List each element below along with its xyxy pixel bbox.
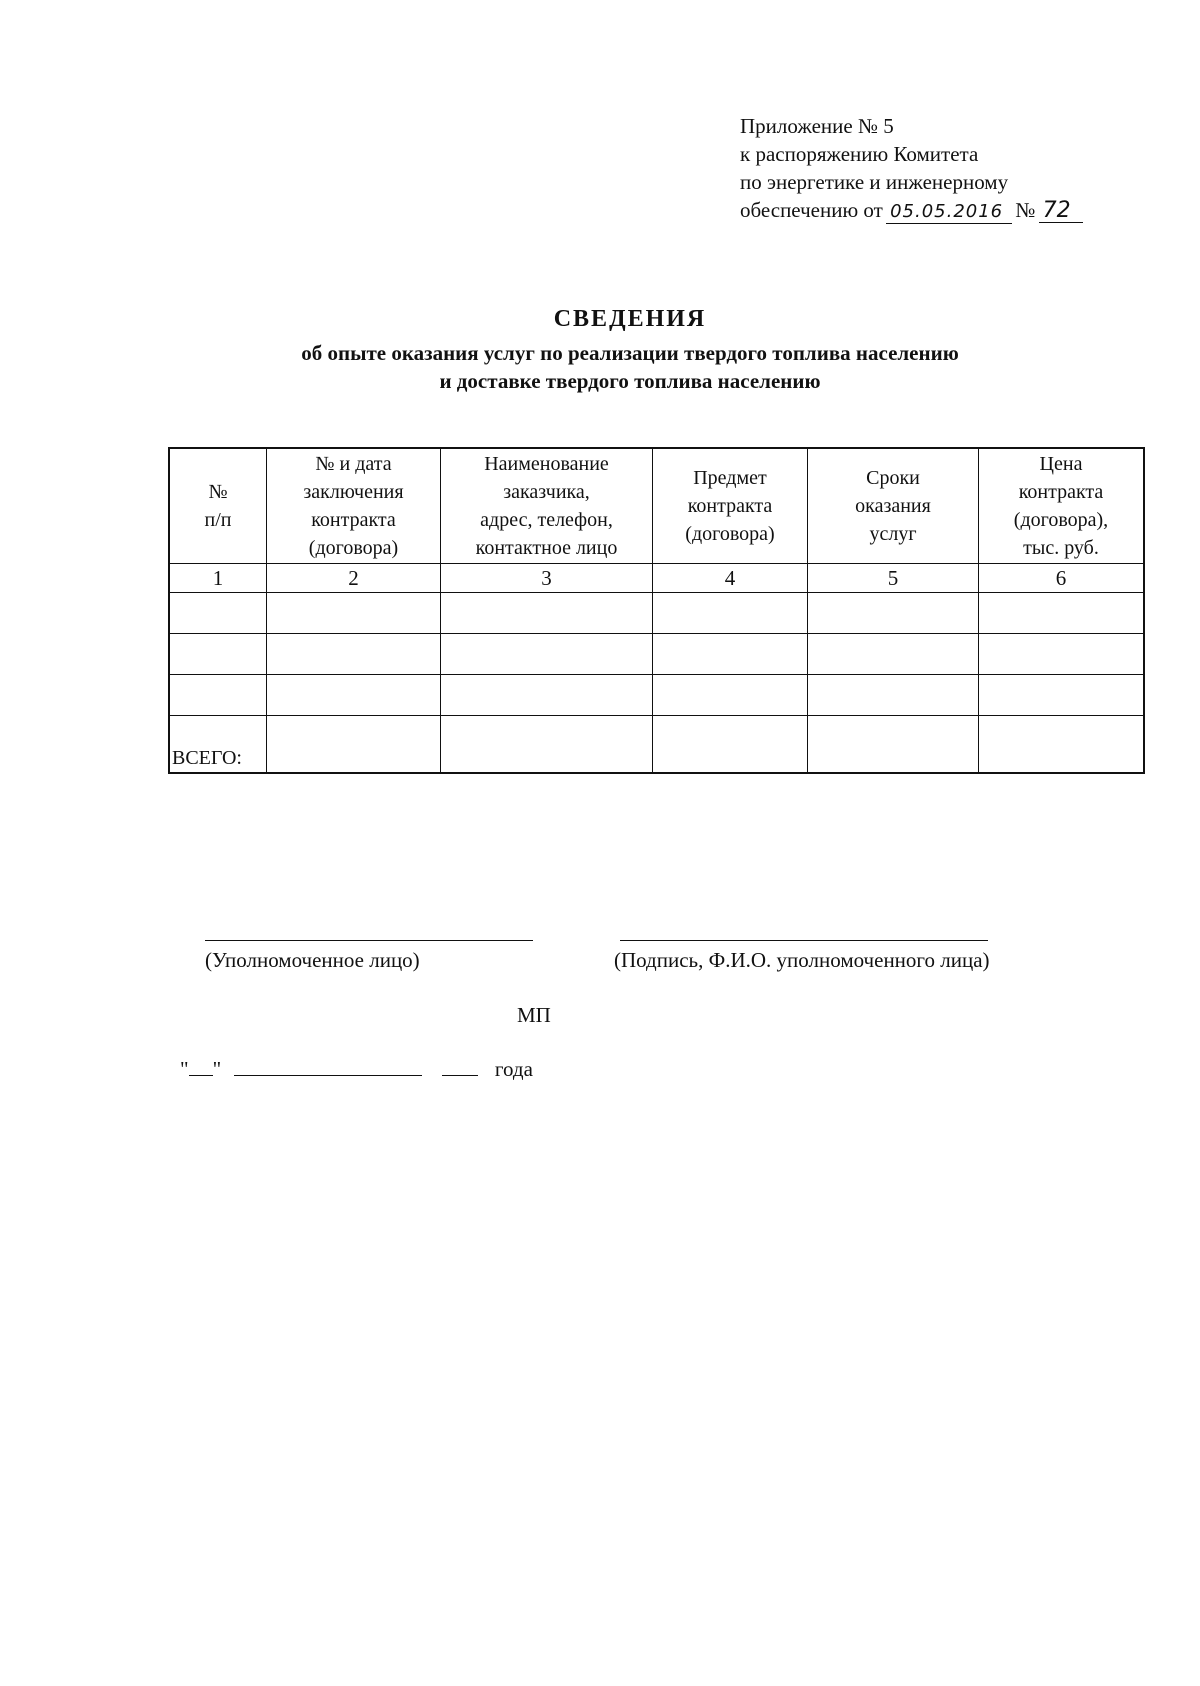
total-label: ВСЕГО: [169,716,267,774]
header-2-line-3: контракта [311,509,396,531]
table-cell[interactable] [441,634,653,675]
table-cell[interactable] [653,593,808,634]
header-1-line-1: № [208,481,228,503]
header-3-line-3: адрес, телефон, [480,509,613,531]
table-cell[interactable] [979,675,1145,716]
header-cell-6 [979,448,1145,564]
handwritten-date: 05.05.2016 [888,198,1010,226]
header-6-line-2: контракта [1018,481,1104,503]
header-2-line-2: заключения [303,481,404,503]
header-cell-2 [267,448,441,564]
header-1-line-2: п/п [204,509,232,531]
number-sign: № [1015,198,1036,222]
total-cell[interactable] [267,716,441,774]
authorized-person-caption: (Уполномоченное лицо) [205,948,420,972]
table-cell[interactable] [169,675,267,716]
header-5-line-1: Сроки [866,467,920,489]
table-cell[interactable] [653,634,808,675]
month-blank[interactable] [234,1057,422,1076]
appendix-line-4 [740,196,1081,226]
header-4-line-1: Предмет [693,467,767,489]
appendix-line-3: по энергетике и инженерному [740,170,1009,194]
table-cell[interactable] [441,675,653,716]
table-cell[interactable] [979,634,1145,675]
signature-line[interactable] [620,940,988,941]
table-cell[interactable] [808,634,979,675]
total-cell[interactable] [441,716,653,774]
header-4-line-3: (договора) [685,523,775,545]
table-cell[interactable] [653,675,808,716]
table-cell[interactable] [979,593,1145,634]
year-word: года [494,1057,533,1081]
column-number-2: 2 [267,564,441,593]
column-number-3: 3 [441,564,653,593]
subtitle-line-2: и доставке твердого топлива населению [439,369,821,393]
subtitle-line-1: об опыте оказания услуг по реализации твердого топлива населению [301,341,959,365]
table-cell[interactable] [808,593,979,634]
table-row [169,634,1144,675]
header-cell-3 [441,448,653,564]
header-3-line-2: заказчика, [503,481,590,503]
table-row [169,593,1144,634]
date-open-quote: " [180,1057,189,1081]
header-5-line-2: оказания [855,495,931,517]
header-3-line-1: Наименование [484,453,609,475]
header-2-line-1: № и дата [315,453,392,475]
appendix-header [740,112,1081,226]
header-5-line-3: услуг [869,523,917,545]
column-number-1: 1 [169,564,267,593]
table-cell[interactable] [267,634,441,675]
header-6-line-4: тыс. руб. [1023,537,1099,559]
total-cell[interactable] [979,716,1145,774]
header-3-line-4: контактное лицо [475,537,618,559]
day-blank[interactable] [189,1057,213,1076]
table-row [169,675,1144,716]
table-cell[interactable] [441,593,653,634]
column-number-6: 6 [979,564,1145,593]
year-blank[interactable] [442,1057,478,1076]
header-cell-1 [169,448,267,564]
authorized-person-line[interactable] [205,940,533,941]
column-number-5: 5 [808,564,979,593]
table-cell[interactable] [169,593,267,634]
table-cell[interactable] [169,634,267,675]
header-cell-5 [808,448,979,564]
appendix-line-1: Приложение № 5 [740,114,894,138]
table-cell[interactable] [267,675,441,716]
date-close-quote: " [212,1057,222,1081]
header-2-line-4: (договора) [308,537,399,559]
appendix-line-2: к распоряжению Комитета [740,142,979,166]
column-number-row [169,564,1144,593]
signature-caption: (Подпись, Ф.И.О. уполномоченного лица) [614,948,990,972]
handwritten-number: 72 [1041,197,1081,225]
title-block [0,306,1200,395]
date-line [180,1057,533,1082]
column-number-4: 4 [653,564,808,593]
table-header-row [169,448,1144,564]
total-cell[interactable] [653,716,808,774]
experience-table [168,447,1145,774]
table-cell[interactable] [267,593,441,634]
table-cell[interactable] [808,675,979,716]
header-6-line-1: Цена [1039,453,1083,475]
header-cell-4 [653,448,808,564]
document-title: СВЕДЕНИЯ [553,306,707,332]
appendix-line-4-prefix: обеспечению от [740,198,883,222]
total-row [169,716,1144,774]
header-4-line-2: контракта [687,495,773,517]
stamp-place-label: МП [517,1003,551,1027]
header-6-line-3: (договора), [1013,509,1109,531]
total-cell[interactable] [808,716,979,774]
